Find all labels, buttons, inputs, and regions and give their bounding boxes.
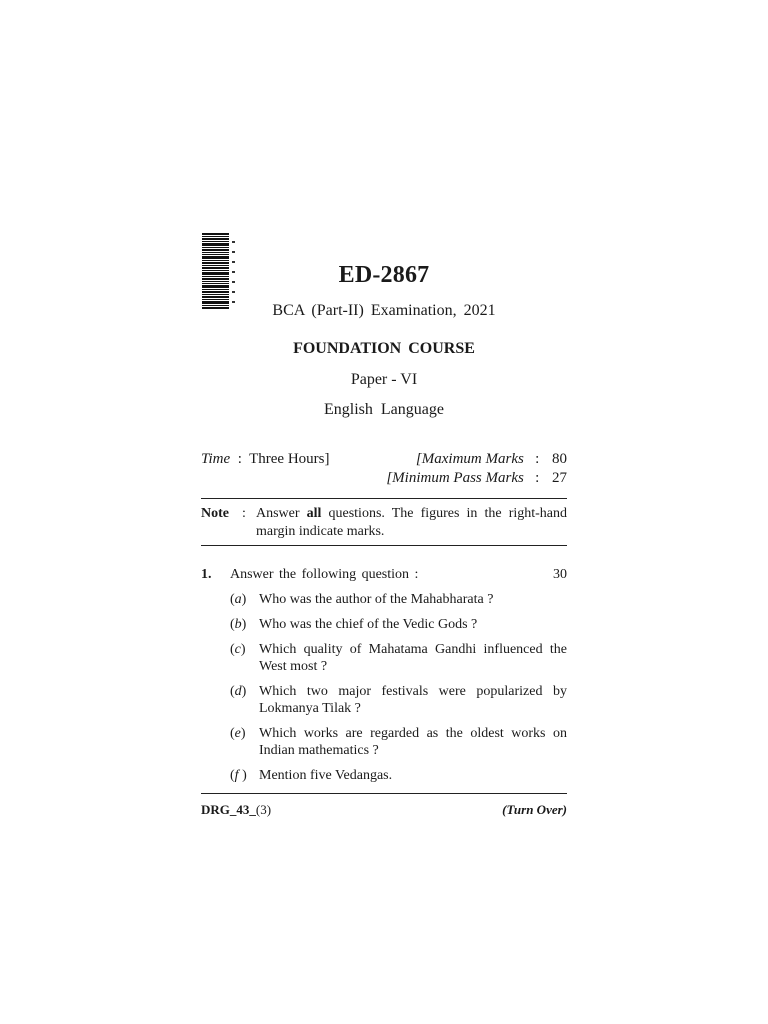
paper-code: ED-2867 xyxy=(338,262,430,288)
max-marks-label: [Maximum Marks xyxy=(415,451,524,467)
course-title: FOUNDATION COURSE xyxy=(293,340,475,357)
sub-question-c: (c) Which quality of Mahatama Gandhi influenced the West most ? xyxy=(230,642,567,674)
instructions-note: Note : Answer all questions. The figures in the right-hand margin indicate marks. xyxy=(201,506,568,539)
paper-number: Paper - VI xyxy=(350,371,418,388)
time-value: Three Hours] xyxy=(249,451,330,467)
min-marks-value: 27 xyxy=(552,470,567,486)
sub-question-text: Which two major festivals were popularized by Lokmanya Tilak ? xyxy=(259,684,567,716)
divider-bottom xyxy=(201,793,567,794)
exam-title: BCA (Part-II) Examination, 2021 xyxy=(272,302,496,319)
max-marks-value: 80 xyxy=(552,451,567,467)
question-marks: 30 xyxy=(553,567,567,582)
min-marks-label: [Minimum Pass Marks xyxy=(386,470,524,486)
maximum-marks: [Maximum Marks : 80 xyxy=(415,451,567,467)
sub-question-d: (d) Which two major festivals were popularized by Lokmanya Tilak ? xyxy=(230,684,567,716)
note-emphasis: all xyxy=(306,506,322,521)
time-info: Time : Three Hours] xyxy=(201,451,330,467)
question-number: 1. xyxy=(201,567,212,582)
divider-middle xyxy=(201,545,567,546)
divider-top xyxy=(201,498,567,499)
sub-question-a: (a) Who was the author of the Mahabharata ? xyxy=(230,591,567,608)
sub-question-e: (e) Which works are regarded as the oldest works on Indian mathematics ? xyxy=(230,726,567,758)
turn-over-label: (Turn Over) xyxy=(502,802,567,817)
note-text: Answer all questions. The figures in the right-hand margin indicate marks. xyxy=(256,506,568,539)
time-label: Time xyxy=(201,451,231,467)
question-text: Answer the following question : xyxy=(230,567,419,582)
sub-question-text: Which quality of Mahatama Gandhi influenced the West most ? xyxy=(259,642,567,674)
sub-question-text: Which works are regarded as the oldest works on Indian mathematics ? xyxy=(259,726,567,758)
sub-question-b: (b) Who was the chief of the Vedic Gods ? xyxy=(230,616,567,633)
sub-question-text: Mention five Vedangas. xyxy=(259,768,393,783)
sub-question-f: (f ) Mention five Vedangas. xyxy=(230,767,567,784)
sub-question-text: Who was the author of the Mahabharata ? xyxy=(259,592,494,607)
minimum-pass-marks: [Minimum Pass Marks : 27 xyxy=(386,470,567,486)
note-label: Note xyxy=(201,506,229,521)
sub-question-text: Who was the chief of the Vedic Gods ? xyxy=(259,617,478,632)
subject-title: English Language xyxy=(324,401,444,418)
footer-code: DRG_43_(3) xyxy=(201,802,272,817)
